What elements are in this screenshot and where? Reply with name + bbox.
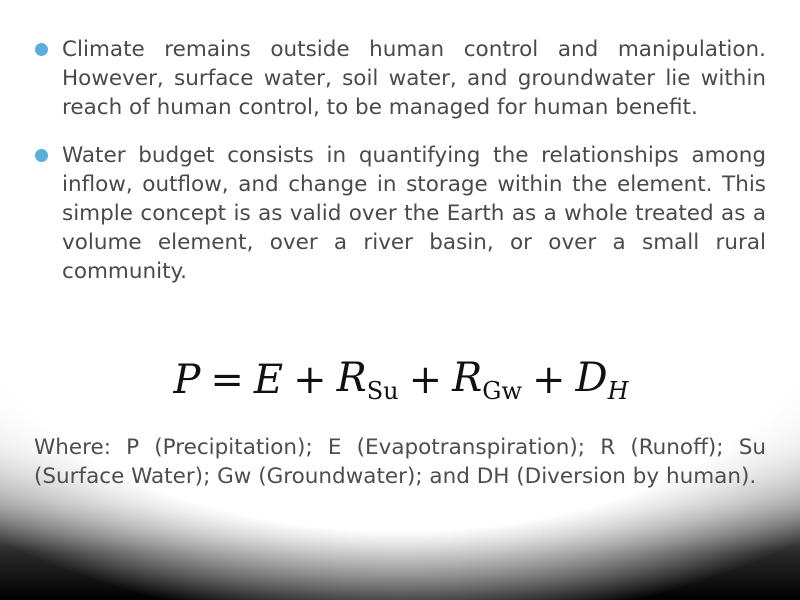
- formula-subscript-h: H: [607, 376, 629, 405]
- formula-plus: +: [532, 356, 566, 403]
- formula-term-r: R: [336, 354, 367, 401]
- formula-term-e: E: [253, 356, 284, 403]
- formula-subscript-gw: Gw: [482, 376, 522, 405]
- formula-term-d: D: [575, 354, 608, 401]
- formula-plus: +: [293, 356, 327, 403]
- bullet-dot-icon: [35, 43, 48, 56]
- formula-term-rsu: [337, 355, 399, 405]
- bullet-item: [34, 36, 766, 122]
- formula-term-p: P: [173, 356, 201, 403]
- formula-plus: +: [408, 356, 443, 403]
- where-definitions: Where: P (Precipitation); E (Evapotranspiration); R (Runoff); Su (Surface Water); Gw (Groundwater); and DH (Diversion by human).: [34, 435, 766, 489]
- bullet-text: Water budget consists in quantifying the relationships among inflow, outflow, and change in storage within the element. This simple concept is as valid over the Earth as a whole treated as a volume element, over a river basin, or over a small rural community.: [62, 143, 766, 284]
- formula-term-rgw: [452, 355, 522, 405]
- bullet-item: [34, 142, 766, 286]
- bullet-text: Climate remains outside human control and manipulation. However, surface water, soil water, and groundwater lie within reach of human control, to be managed for human benefit.: [62, 37, 766, 120]
- formula-subscript-su: Su: [366, 376, 399, 405]
- bullet-list: [34, 36, 766, 306]
- bullet-dot-icon: [35, 149, 48, 162]
- formula-equals: =: [210, 356, 244, 403]
- formula-term-r: R: [452, 354, 483, 401]
- formula-term-dh: [576, 355, 629, 405]
- water-budget-formula: [145, 332, 657, 427]
